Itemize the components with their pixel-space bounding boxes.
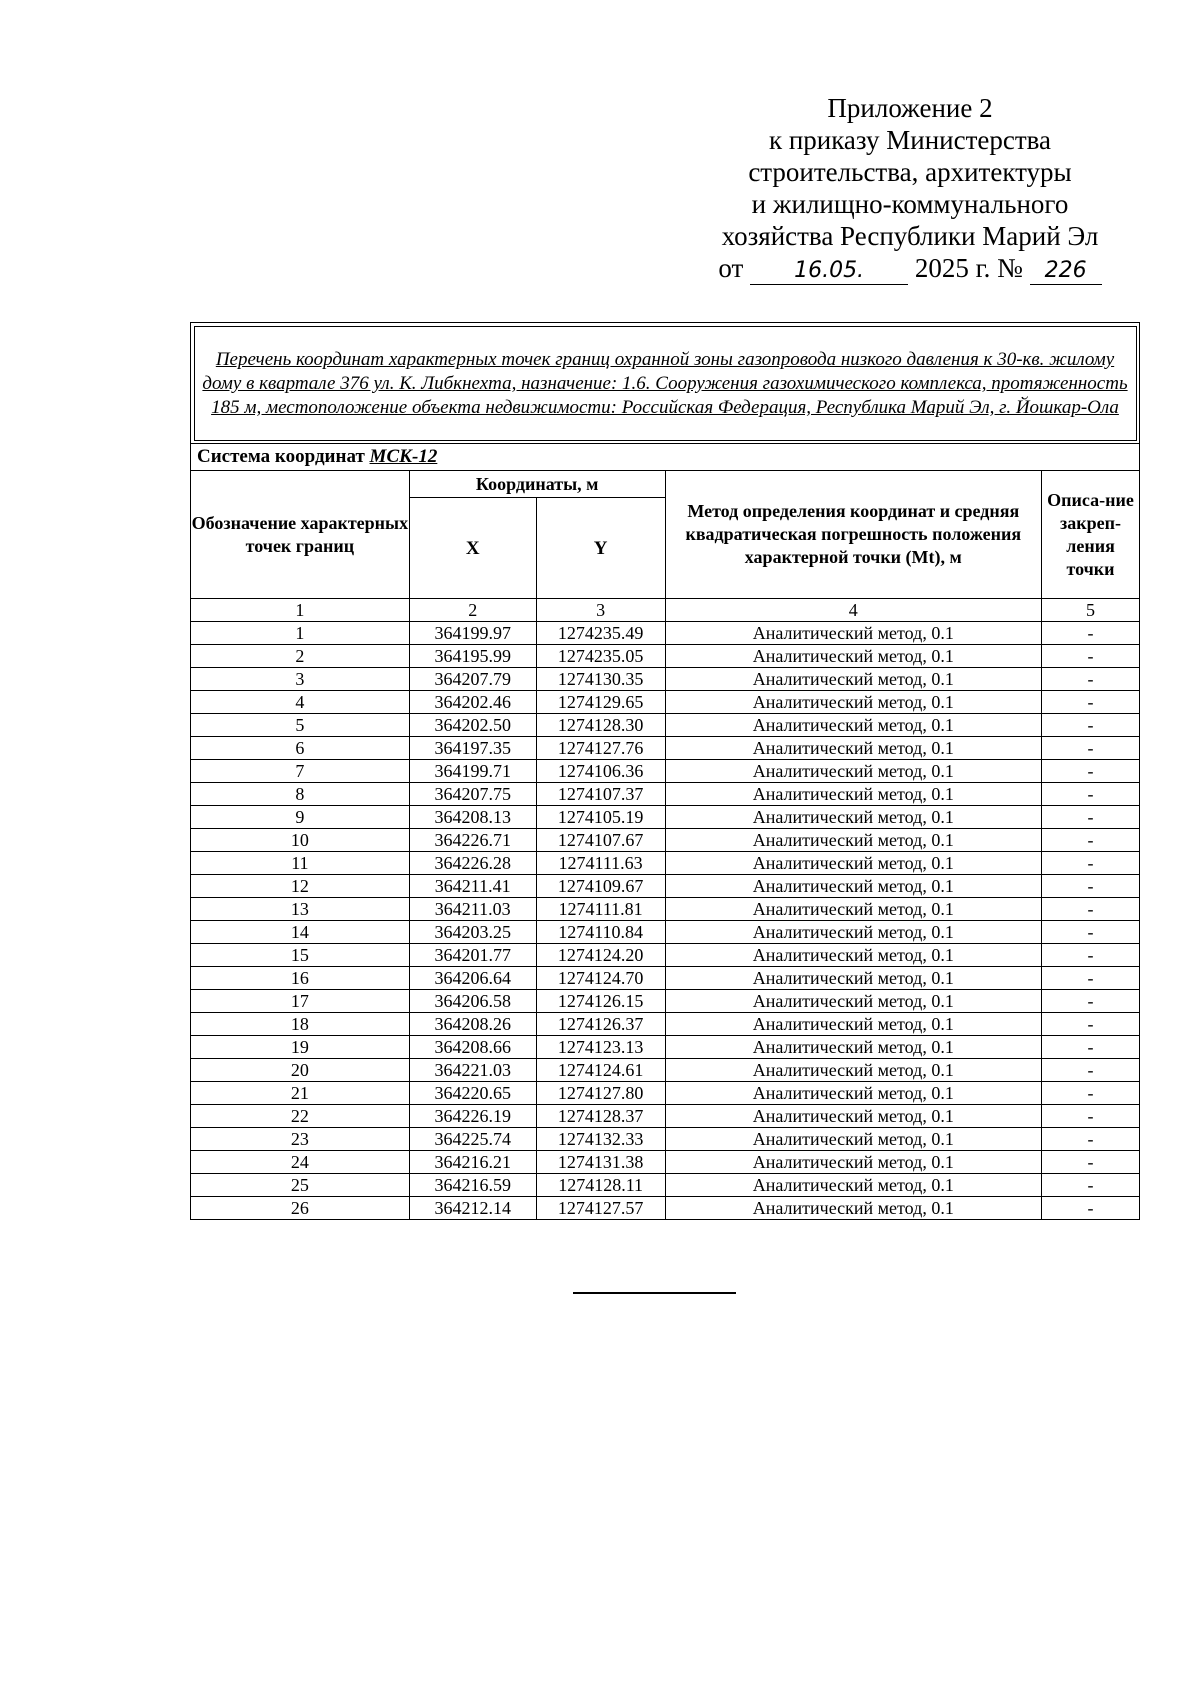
y-coordinate: 1274124.70 [536, 967, 665, 990]
y-coordinate: 1274235.05 [536, 645, 665, 668]
description-cell: - [1042, 1059, 1140, 1082]
x-coordinate: 364211.41 [409, 875, 536, 898]
table-row [191, 760, 1140, 783]
y-coordinate: 1274105.19 [536, 806, 665, 829]
description-cell: - [1042, 875, 1140, 898]
header-x: X [409, 498, 536, 599]
x-coordinate: 364207.75 [409, 783, 536, 806]
method-cell: Аналитический метод, 0.1 [665, 944, 1041, 967]
table-row [191, 1036, 1140, 1059]
x-coordinate: 364208.13 [409, 806, 536, 829]
table-row [191, 691, 1140, 714]
description-cell: - [1042, 852, 1140, 875]
point-number: 18 [191, 1013, 410, 1036]
column-number: 4 [665, 599, 1041, 622]
point-number: 7 [191, 760, 410, 783]
year-text: 2025 г. № [914, 253, 1023, 283]
method-cell: Аналитический метод, 0.1 [665, 1174, 1041, 1197]
table-row [191, 783, 1140, 806]
y-coordinate: 1274128.11 [536, 1174, 665, 1197]
point-number: 16 [191, 967, 410, 990]
date-prefix: от [718, 253, 744, 283]
table-row [191, 1082, 1140, 1105]
description-cell: - [1042, 967, 1140, 990]
description-cell: - [1042, 1128, 1140, 1151]
point-number: 22 [191, 1105, 410, 1128]
description-cell: - [1042, 737, 1140, 760]
point-number: 25 [191, 1174, 410, 1197]
x-coordinate: 364211.03 [409, 898, 536, 921]
description-cell: - [1042, 1036, 1140, 1059]
method-cell: Аналитический метод, 0.1 [665, 1036, 1041, 1059]
y-coordinate: 1274111.63 [536, 852, 665, 875]
table-row [191, 1059, 1140, 1082]
description-cell: - [1042, 829, 1140, 852]
point-number: 24 [191, 1151, 410, 1174]
y-coordinate: 1274124.20 [536, 944, 665, 967]
x-coordinate: 364226.28 [409, 852, 536, 875]
point-number: 12 [191, 875, 410, 898]
x-coordinate: 364216.59 [409, 1174, 536, 1197]
y-coordinate: 1274126.15 [536, 990, 665, 1013]
coordinate-system [191, 444, 1140, 471]
y-coordinate: 1274132.33 [536, 1128, 665, 1151]
description-cell: - [1042, 1197, 1140, 1220]
method-cell: Аналитический метод, 0.1 [665, 645, 1041, 668]
table-row [191, 714, 1140, 737]
x-coordinate: 364199.71 [409, 760, 536, 783]
y-coordinate: 1274129.65 [536, 691, 665, 714]
header-line: Приложение 2 [827, 93, 993, 123]
coordinates-table [190, 322, 1140, 1220]
point-number: 2 [191, 645, 410, 668]
y-coordinate: 1274106.36 [536, 760, 665, 783]
point-number: 20 [191, 1059, 410, 1082]
point-number: 9 [191, 806, 410, 829]
method-cell: Аналитический метод, 0.1 [665, 921, 1041, 944]
x-coordinate: 364203.25 [409, 921, 536, 944]
y-coordinate: 1274127.80 [536, 1082, 665, 1105]
method-cell: Аналитический метод, 0.1 [665, 829, 1041, 852]
y-coordinate: 1274110.84 [536, 921, 665, 944]
y-coordinate: 1274107.67 [536, 829, 665, 852]
description-cell: - [1042, 1151, 1140, 1174]
header-method: Метод определения координат и средняя квадратическая погрешность положения характерной точки (Mt), м [665, 471, 1041, 599]
description-cell: - [1042, 783, 1140, 806]
method-cell: Аналитический метод, 0.1 [665, 1197, 1041, 1220]
description-cell: - [1042, 944, 1140, 967]
header-line: строительства, архитектуры [748, 157, 1072, 187]
method-cell: Аналитический метод, 0.1 [665, 691, 1041, 714]
table-row [191, 645, 1140, 668]
x-coordinate: 364201.77 [409, 944, 536, 967]
order-date-line [690, 252, 1130, 285]
x-coordinate: 364208.26 [409, 1013, 536, 1036]
header-line: и жилищно-коммунального [751, 189, 1069, 219]
description-cell: - [1042, 1174, 1140, 1197]
x-coordinate: 364202.50 [409, 714, 536, 737]
method-cell: Аналитический метод, 0.1 [665, 1059, 1041, 1082]
table-title: Перечень координат характерных точек границ охранной зоны газопровода низкого давления к 30-кв. жилому дому в квартале 376 ул. К. Либкнехта, назначение: 1.6. Сооружения газохимического комплекса, протяженность 185 м, местоположение объекта недвижимости: Российская Федерация, Республика Марий Эл, г. Йошкар-Ола [191, 323, 1140, 444]
header-description: Описа-ние закреп-ления точки [1042, 471, 1140, 599]
column-number: 3 [536, 599, 665, 622]
y-coordinate: 1274130.35 [536, 668, 665, 691]
table-row [191, 1174, 1140, 1197]
column-number: 5 [1042, 599, 1140, 622]
point-number: 13 [191, 898, 410, 921]
method-cell: Аналитический метод, 0.1 [665, 737, 1041, 760]
method-cell: Аналитический метод, 0.1 [665, 760, 1041, 783]
y-coordinate: 1274127.76 [536, 737, 665, 760]
point-number: 26 [191, 1197, 410, 1220]
x-coordinate: 364226.71 [409, 829, 536, 852]
method-cell: Аналитический метод, 0.1 [665, 1128, 1041, 1151]
header-coords: Координаты, м [409, 471, 665, 498]
x-coordinate: 364226.19 [409, 1105, 536, 1128]
column-number: 1 [191, 599, 410, 622]
table-row [191, 829, 1140, 852]
point-number: 21 [191, 1082, 410, 1105]
table-row [191, 1151, 1140, 1174]
table-row [191, 737, 1140, 760]
header-line: к приказу Министерства [768, 125, 1052, 155]
closing-rule [573, 1292, 736, 1294]
method-cell: Аналитический метод, 0.1 [665, 806, 1041, 829]
table-row [191, 1105, 1140, 1128]
description-cell: - [1042, 1013, 1140, 1036]
table-row [191, 875, 1140, 898]
method-cell: Аналитический метод, 0.1 [665, 783, 1041, 806]
method-cell: Аналитический метод, 0.1 [665, 622, 1041, 645]
y-coordinate: 1274128.30 [536, 714, 665, 737]
y-coordinate: 1274235.49 [536, 622, 665, 645]
y-coordinate: 1274107.37 [536, 783, 665, 806]
method-cell: Аналитический метод, 0.1 [665, 1105, 1041, 1128]
y-coordinate: 1274123.13 [536, 1036, 665, 1059]
description-cell: - [1042, 806, 1140, 829]
point-number: 6 [191, 737, 410, 760]
point-number: 23 [191, 1128, 410, 1151]
description-cell: - [1042, 714, 1140, 737]
x-coordinate: 364220.65 [409, 1082, 536, 1105]
column-numbers-row [191, 599, 1140, 622]
description-cell: - [1042, 1105, 1140, 1128]
table-row [191, 622, 1140, 645]
coordinate-system-label: Система координат [197, 446, 365, 467]
y-coordinate: 1274128.37 [536, 1105, 665, 1128]
method-cell: Аналитический метод, 0.1 [665, 967, 1041, 990]
method-cell: Аналитический метод, 0.1 [665, 668, 1041, 691]
table-row [191, 967, 1140, 990]
appendix-header [690, 92, 1130, 285]
description-cell: - [1042, 668, 1140, 691]
description-cell: - [1042, 898, 1140, 921]
method-cell: Аналитический метод, 0.1 [665, 898, 1041, 921]
x-coordinate: 364195.99 [409, 645, 536, 668]
point-number: 1 [191, 622, 410, 645]
description-cell: - [1042, 691, 1140, 714]
x-coordinate: 364202.46 [409, 691, 536, 714]
coordinate-system-value: МСК-12 [369, 446, 438, 467]
point-number: 10 [191, 829, 410, 852]
point-number: 8 [191, 783, 410, 806]
point-number: 17 [191, 990, 410, 1013]
x-coordinate: 364206.58 [409, 990, 536, 1013]
header-y: Y [536, 498, 665, 599]
description-cell: - [1042, 622, 1140, 645]
order-date-handwritten: 16.05. [750, 258, 908, 285]
point-number: 4 [191, 691, 410, 714]
method-cell: Аналитический метод, 0.1 [665, 1082, 1041, 1105]
method-cell: Аналитический метод, 0.1 [665, 852, 1041, 875]
y-coordinate: 1274131.38 [536, 1151, 665, 1174]
description-cell: - [1042, 921, 1140, 944]
point-number: 3 [191, 668, 410, 691]
method-cell: Аналитический метод, 0.1 [665, 714, 1041, 737]
point-number: 14 [191, 921, 410, 944]
table-row [191, 944, 1140, 967]
x-coordinate: 364216.21 [409, 1151, 536, 1174]
x-coordinate: 364206.64 [409, 967, 536, 990]
x-coordinate: 364197.35 [409, 737, 536, 760]
order-number-handwritten: 226 [1030, 258, 1102, 285]
method-cell: Аналитический метод, 0.1 [665, 990, 1041, 1013]
method-cell: Аналитический метод, 0.1 [665, 875, 1041, 898]
point-number: 5 [191, 714, 410, 737]
y-coordinate: 1274126.37 [536, 1013, 665, 1036]
table-row [191, 990, 1140, 1013]
x-coordinate: 364225.74 [409, 1128, 536, 1151]
x-coordinate: 364221.03 [409, 1059, 536, 1082]
x-coordinate: 364199.97 [409, 622, 536, 645]
description-cell: - [1042, 760, 1140, 783]
column-number: 2 [409, 599, 536, 622]
table-row [191, 1197, 1140, 1220]
description-cell: - [1042, 1082, 1140, 1105]
header-point: Обозначение характерных точек границ [191, 471, 410, 599]
table-row [191, 806, 1140, 829]
table-row [191, 852, 1140, 875]
x-coordinate: 364208.66 [409, 1036, 536, 1059]
method-cell: Аналитический метод, 0.1 [665, 1151, 1041, 1174]
y-coordinate: 1274127.57 [536, 1197, 665, 1220]
header-line: хозяйства Республики Марий Эл [721, 221, 1099, 251]
y-coordinate: 1274109.67 [536, 875, 665, 898]
table-row [191, 898, 1140, 921]
point-number: 15 [191, 944, 410, 967]
table-row [191, 668, 1140, 691]
y-coordinate: 1274124.61 [536, 1059, 665, 1082]
method-cell: Аналитический метод, 0.1 [665, 1013, 1041, 1036]
description-cell: - [1042, 990, 1140, 1013]
y-coordinate: 1274111.81 [536, 898, 665, 921]
x-coordinate: 364212.14 [409, 1197, 536, 1220]
x-coordinate: 364207.79 [409, 668, 536, 691]
table-row [191, 1128, 1140, 1151]
description-cell: - [1042, 645, 1140, 668]
table-row [191, 1013, 1140, 1036]
point-number: 11 [191, 852, 410, 875]
table-row [191, 921, 1140, 944]
point-number: 19 [191, 1036, 410, 1059]
